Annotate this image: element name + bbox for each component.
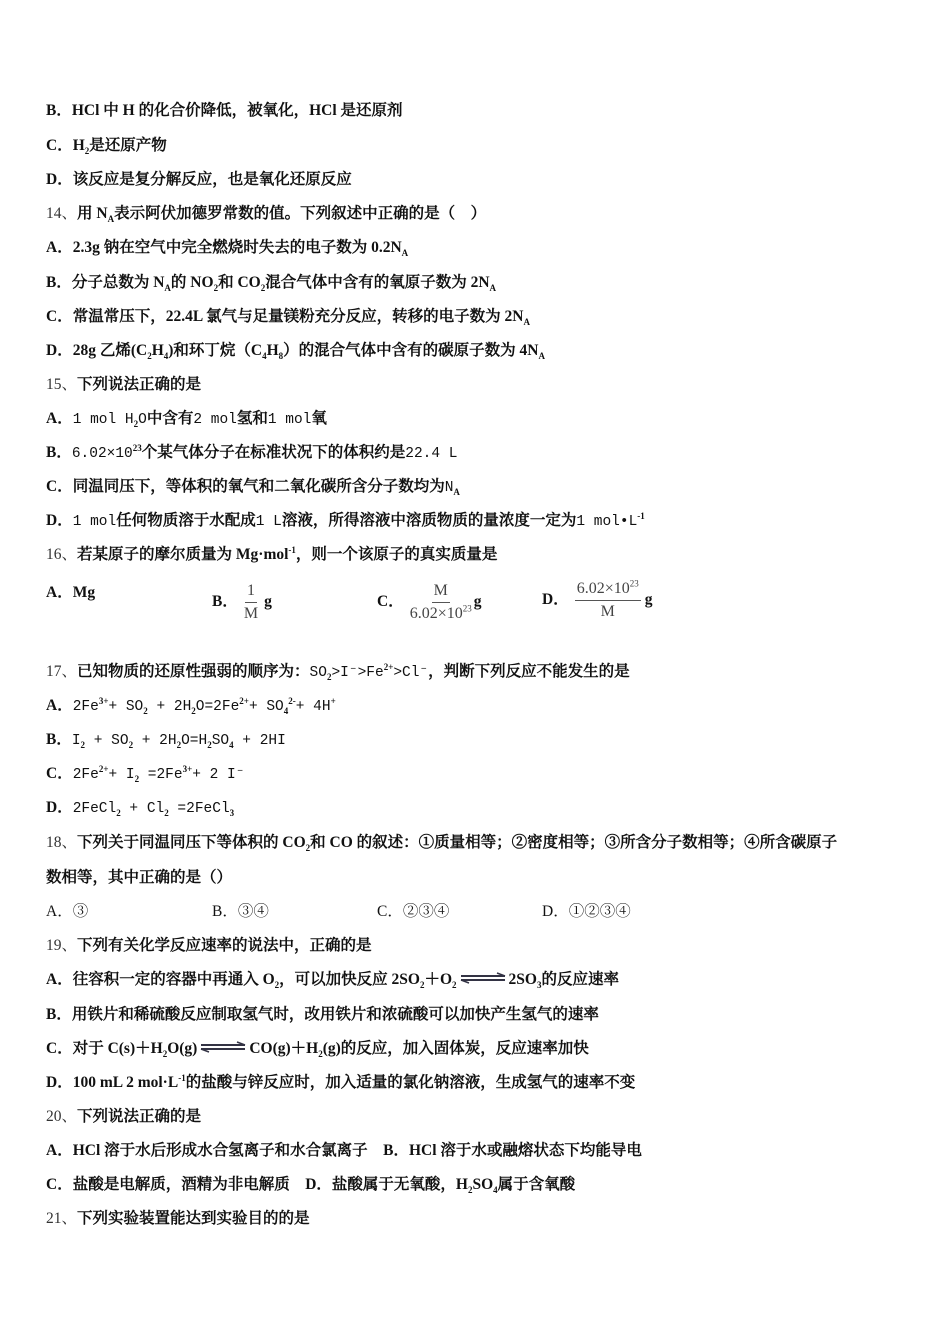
text-run: SO	[472, 1176, 494, 1193]
text-run: A．	[46, 410, 73, 427]
text-line	[46, 1039, 589, 1059]
text-run: ＋O	[424, 971, 453, 988]
option-label: D．	[542, 591, 569, 609]
text-run: 的反应速率	[541, 971, 619, 988]
text-run: + SO	[248, 699, 284, 715]
text-run: 2	[134, 774, 140, 785]
text-run: 2	[419, 980, 425, 991]
numerator-base: 6.02×10	[576, 580, 630, 597]
text-run: 2	[143, 706, 148, 717]
text-run: 是还原产物	[89, 137, 167, 154]
numerator: 1	[245, 582, 257, 603]
text-run: 3+	[98, 695, 109, 706]
question-number: 20、	[46, 1108, 78, 1125]
denominator: M	[243, 605, 259, 622]
text-run: 2	[164, 808, 169, 819]
text-run: 2	[80, 740, 86, 751]
text-run: 氧	[311, 410, 327, 427]
denominator: M	[600, 603, 615, 620]
text-line	[46, 545, 497, 565]
text-run: 2	[162, 1049, 168, 1060]
text-run: 4	[493, 1185, 498, 1196]
text-run: 属于含氧酸	[497, 1176, 576, 1193]
text-run: 2+	[239, 695, 249, 706]
text-run: + SO	[108, 699, 144, 715]
text-run: 8	[278, 351, 284, 362]
text-run: A．往容积一定的容器中再通入 O	[46, 971, 275, 988]
unit: g	[644, 591, 653, 609]
text-run: + 2H	[133, 733, 177, 749]
text-run: SO	[309, 665, 327, 681]
text-run: C．同温同压下，等体积的氧气和二氧化碳所含分子数均为	[46, 478, 445, 495]
denominator-base: 6.02×10	[409, 605, 463, 622]
denominator	[410, 603, 472, 623]
text-run: CO(g)＋H	[249, 1040, 319, 1057]
text-line	[46, 970, 619, 990]
text-run: A．③	[46, 903, 89, 920]
text-run: B．	[46, 731, 72, 748]
text-run: 2Fe	[72, 767, 99, 783]
question-number: 17、	[46, 663, 78, 680]
text-line	[46, 798, 234, 819]
text-run: A	[164, 283, 171, 294]
text-run: + 4H	[295, 699, 331, 715]
text-run: O(g)	[167, 1040, 198, 1057]
text-run: C．②③④	[377, 903, 450, 920]
text-run: 2	[213, 283, 219, 294]
text-line	[46, 1005, 599, 1025]
question-number: 19、	[46, 937, 78, 954]
text-line	[46, 511, 645, 532]
text-run: D．	[46, 512, 73, 529]
text-line	[46, 730, 286, 751]
text-run: 2-	[288, 695, 296, 706]
text-run: 2	[305, 843, 311, 854]
text-run: + 2H	[147, 699, 192, 715]
unit: g	[473, 593, 482, 611]
numerator: M	[432, 582, 450, 603]
text-run: 2	[326, 672, 332, 683]
text-run: 2Fe	[72, 699, 99, 715]
text-run: 2	[191, 706, 196, 717]
text-run: 2	[207, 740, 212, 751]
text-line	[46, 936, 372, 956]
text-run: A	[523, 317, 530, 328]
text-run: 4	[262, 351, 267, 362]
text-line	[46, 1175, 575, 1195]
text-run: 混合气体中含有的氧原子数为 2N	[265, 274, 490, 291]
text-run: 下列关于同温同压下等体积的 CO	[77, 834, 306, 851]
text-line	[46, 409, 327, 430]
text-run: A	[489, 283, 497, 294]
text-run: 下列有关化学反应速率的说法中，正确的是	[77, 937, 372, 954]
text-run: D．100 mL 2 mol·L	[46, 1074, 179, 1091]
question-number: 14、	[46, 205, 78, 222]
text-run: 的盐酸与锌反应时，加入适量的氯化钠溶液，生成氢气的速率不变	[185, 1074, 636, 1091]
text-run: A	[538, 351, 545, 362]
option-text: Mg	[72, 584, 96, 601]
text-run: A	[401, 248, 409, 259]
text-run: 4	[283, 706, 289, 717]
equilibrium-arrow-icon	[199, 1039, 247, 1059]
text-run: =2Fe	[139, 767, 183, 783]
text-run: ，则一个该原子的真实质量是	[295, 546, 498, 563]
text-run: I	[71, 733, 81, 749]
text-run: 2	[318, 1049, 323, 1060]
text-run: 任何物质溶于水配成	[116, 512, 256, 529]
text-run: 数相等，其中正确的是（）	[46, 869, 233, 886]
text-run: SO	[211, 733, 230, 749]
text-run: O	[138, 412, 147, 428]
text-run: B．	[46, 444, 72, 461]
text-run: -1	[637, 510, 645, 521]
text-run: N	[444, 480, 454, 496]
text-line	[46, 341, 545, 361]
text-run: 1 mol H	[72, 412, 134, 428]
text-run: A	[107, 214, 115, 225]
fraction	[410, 582, 472, 623]
text-run: 3+	[182, 763, 193, 774]
text-run: =2FeCl	[168, 801, 230, 817]
text-run: 溶液，所得溶液中溶质物质的量浓度一定为	[281, 512, 577, 529]
text-line	[46, 443, 458, 464]
text-run: H	[266, 342, 279, 359]
text-line	[46, 662, 630, 683]
text-run: 4	[163, 351, 169, 362]
fraction	[244, 582, 258, 623]
text-run: 2	[84, 146, 90, 157]
q16-option-a	[46, 580, 95, 602]
question-number: 15、	[46, 376, 78, 393]
text-run: 2+	[98, 763, 109, 774]
text-run: 1 mol•L	[576, 514, 638, 530]
text-run: 下列说法正确的是	[77, 1108, 202, 1125]
text-run: 和 CO	[218, 274, 261, 291]
text-line	[46, 1107, 201, 1127]
text-run: 2	[467, 1185, 473, 1196]
text-run: 已知物质的还原性强弱的顺序为：	[77, 663, 310, 680]
option-label: C．	[377, 593, 404, 611]
text-line	[46, 696, 336, 717]
text-run: C．H	[46, 137, 85, 154]
denominator-exponent: 23	[462, 603, 472, 614]
text-line	[46, 833, 837, 853]
text-run: 2	[147, 351, 152, 362]
option-label: A．	[46, 584, 73, 601]
question-number: 21、	[46, 1210, 78, 1227]
text-run: 和 CO 的叙述：①质量相等；②密度相等；③所含分子数相等；④所含碳原子	[310, 834, 838, 851]
text-line	[46, 1073, 635, 1093]
text-run: + SO	[85, 733, 129, 749]
text-line	[46, 307, 530, 327]
text-run: +	[330, 695, 336, 706]
text-run: A	[453, 487, 460, 498]
text-line	[46, 238, 408, 258]
text-run: >I⁻>Fe	[331, 665, 384, 681]
text-run: 1 mol	[72, 514, 117, 530]
text-run: O=H	[181, 733, 208, 749]
text-run: + 2HI	[233, 733, 286, 749]
text-run: 1 L	[255, 514, 282, 530]
text-line	[46, 375, 201, 395]
text-run: H	[151, 342, 164, 359]
q16-option-b	[212, 582, 272, 623]
text-run: 下列实验装置能达到实验目的的是	[77, 1210, 310, 1227]
text-line	[46, 101, 403, 121]
text-run: 个某气体分子在标准状况下的体积约是	[141, 444, 406, 461]
text-run: 2	[133, 419, 139, 430]
text-line	[46, 902, 631, 922]
text-run: + I	[108, 767, 135, 783]
text-run: 的 NO	[170, 274, 214, 291]
q16-option-d	[542, 580, 652, 621]
text-run: 表示阿伏加德罗常数的值。下列叙述中正确的是（ ）	[114, 205, 487, 222]
text-run: 2	[274, 980, 280, 991]
text-run: C．常温常压下，22.4L 氯气与足量镁粉充分反应，转移的电子数为 2N	[46, 308, 524, 325]
text-run: + 2 I⁻	[192, 767, 245, 783]
unit: g	[264, 593, 272, 611]
text-run: 3	[536, 980, 542, 991]
text-run: C．对于 C(s)＋H	[46, 1040, 163, 1057]
text-run: ）的混合气体中含有的碳原子数为 4N	[283, 342, 539, 359]
text-run: -1	[178, 1072, 186, 1083]
text-run: D．①②③④	[542, 903, 631, 920]
q16-option-c	[377, 582, 481, 623]
option-label: B．	[212, 593, 238, 611]
equilibrium-arrow-icon	[459, 970, 507, 990]
text-line	[46, 1209, 310, 1229]
question-number: 16、	[46, 546, 78, 563]
text-run: B．分子总数为 N	[46, 274, 165, 291]
text-line	[46, 273, 496, 293]
text-line	[46, 1141, 642, 1161]
text-run: 中含有	[146, 410, 194, 427]
text-line	[46, 136, 167, 156]
text-run: A．HCl 溶于水后形成水合氢离子和水合氯离子 B．HCl 溶于水或融熔状态下均能导电	[46, 1142, 642, 1159]
text-run: >Cl⁻	[393, 665, 429, 681]
text-run: D．28g 乙烯(C	[46, 342, 148, 359]
text-run: )和环丁烷（C	[168, 342, 263, 359]
text-run: 22.4 L	[405, 446, 458, 462]
text-line	[46, 204, 486, 224]
text-line	[46, 764, 244, 785]
text-run: D．	[46, 799, 73, 816]
text-run: 23	[132, 442, 142, 453]
text-run: B．③④	[212, 903, 269, 920]
question-number: 18、	[46, 834, 78, 851]
text-run: D．该反应是复分解反应，也是氧化还原反应	[46, 171, 352, 188]
text-run: -1	[288, 544, 296, 555]
text-run: ，判断下列反应不能发生的是	[428, 663, 630, 680]
text-run: 2+	[383, 661, 394, 672]
text-run: A．	[46, 697, 73, 714]
text-run: B．HCl 中 H 的化合价降低，被氧化，HCl 是还原剂	[46, 102, 403, 119]
text-run: 2FeCl	[72, 801, 117, 817]
text-run: 2SO	[508, 971, 537, 988]
text-run: O=2Fe	[195, 699, 240, 715]
text-line	[46, 868, 232, 888]
numerator	[575, 580, 641, 601]
text-run: 1 mol	[267, 412, 312, 428]
text-run: 4	[229, 740, 234, 751]
text-run: 若某原子的摩尔质量为 Mg·mol	[77, 546, 289, 563]
numerator-exponent: 23	[629, 578, 639, 589]
text-run: ，可以加快反应 2SO	[279, 971, 420, 988]
text-run: 2	[176, 740, 182, 751]
text-run: 下列说法正确的是	[77, 376, 202, 393]
text-run: 氢和	[236, 410, 268, 427]
text-run: 6.02×10	[71, 446, 133, 462]
text-run: 2 mol	[193, 412, 237, 428]
text-run: 用 N	[77, 205, 108, 222]
text-line	[46, 477, 460, 498]
text-run: C．盐酸是电解质，酒精为非电解质 D．盐酸属于无氧酸，H	[46, 1176, 468, 1193]
text-run: + Cl	[120, 801, 165, 817]
text-run: 2	[128, 740, 134, 751]
text-run: 2	[116, 808, 121, 819]
text-run: 2	[260, 283, 266, 294]
text-run: B．用铁片和稀硫酸反应制取氢气时，改用铁片和浓硫酸可以加快产生氢气的速率	[46, 1006, 599, 1023]
text-run: (g)的反应，加入固体炭，反应速率加快	[322, 1040, 589, 1057]
text-run: 2	[452, 980, 457, 991]
text-run: C．	[46, 765, 73, 782]
text-line	[46, 170, 352, 190]
fraction	[575, 580, 641, 621]
text-run: A．2.3g 钠在空气中完全燃烧时失去的电子数为 0.2N	[46, 239, 402, 256]
text-run: 3	[229, 808, 235, 819]
